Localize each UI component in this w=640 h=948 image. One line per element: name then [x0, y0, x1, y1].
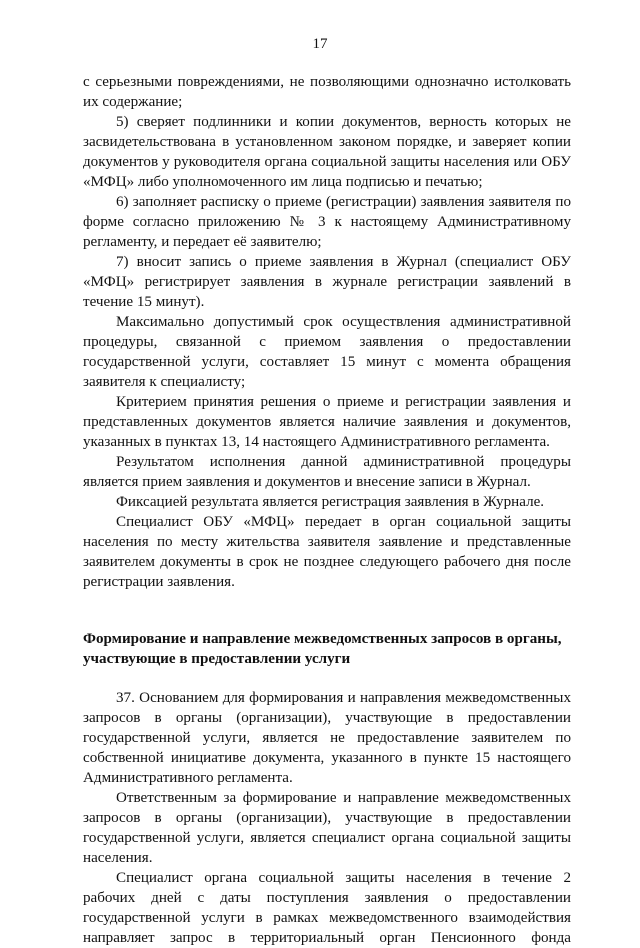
- list-item-7: 7) вносит запись о приеме заявления в Журнал (специалист ОБУ «МФЦ» регистрирует заявления в журнале регистрации заявлений в течение 15 минут).: [83, 254, 571, 310]
- paragraph-37: 37. Основанием для формирования и направления межведомственных запросов в органы (организации), участвующие в предоставлении государственной услуги, является не предоставление заявителем по собственной инициативе документа, указанного в пункте 15 настоящего Административного регламента.: [83, 690, 571, 786]
- paragraph: Результатом исполнения данной административной процедуры является прием заявления и документов и внесение записи в Журнал.: [83, 454, 571, 490]
- paragraph: Критерием принятия решения о приеме и регистрации заявления и представленных документов является наличие заявления и документов, указанных в пунктах 13, 14 настоящего Административного регламента.: [83, 394, 571, 450]
- page-number: 17: [312, 36, 328, 52]
- page-body: [83, 72, 571, 948]
- list-item-5: 5) сверяет подлинники и копии документов, верность которых не засвидетельствована в установленном законом порядке, и заверяет копии документов у руководителя органа социальной защиты населения или ОБУ «МФЦ» либо уполномоченного им лица подписью и печатью;: [83, 114, 571, 190]
- paragraph: Ответственным за формирование и направление межведомственных запросов в органы (организации), участвующие в предоставлении государственной услуги, является специалист органа социальной защиты населения.: [83, 790, 571, 866]
- paragraph-line: рабочих дней с даты поступления заявления о предоставлении: [83, 890, 571, 906]
- paragraph: с серьезными повреждениями, не позволяющими однозначно истолковать их содержание;: [83, 74, 571, 110]
- paragraph-line: Специалист органа социальной защиты населения в течение 2: [116, 870, 571, 886]
- paragraph: [83, 868, 571, 948]
- paragraph-line: направляет запрос в территориальный орган Пенсионного фонда: [83, 930, 571, 946]
- paragraph: Специалист ОБУ «МФЦ» передает в орган социальной защиты населения по месту жительства заявителя заявление и представленные заявителем документы в срок не позднее следующего рабочего дня после регистрации заявления.: [83, 514, 571, 590]
- paragraph: Фиксацией результата является регистрация заявления в Журнале.: [116, 494, 545, 510]
- list-item-6: 6) заполняет расписку о приеме (регистрации) заявления заявителя по форме согласно приложению № 3 к настоящему Административному регламенту, и передает её заявителю;: [83, 194, 571, 250]
- section-heading-line-1: Формирование и направление межведомственных запросов в органы,: [83, 631, 562, 647]
- paragraph: Максимально допустимый срок осуществления административной процедуры, связанной с приемом заявления о предоставлении государственной услуги, составляет 15 минут с момента обращения заявителя к специалисту;: [83, 314, 571, 390]
- paragraph-line: государственной услуги в рамках межведомственного взаимодействия: [83, 910, 571, 926]
- section-heading-line-2: участвующие в предоставлении услуги: [83, 651, 351, 667]
